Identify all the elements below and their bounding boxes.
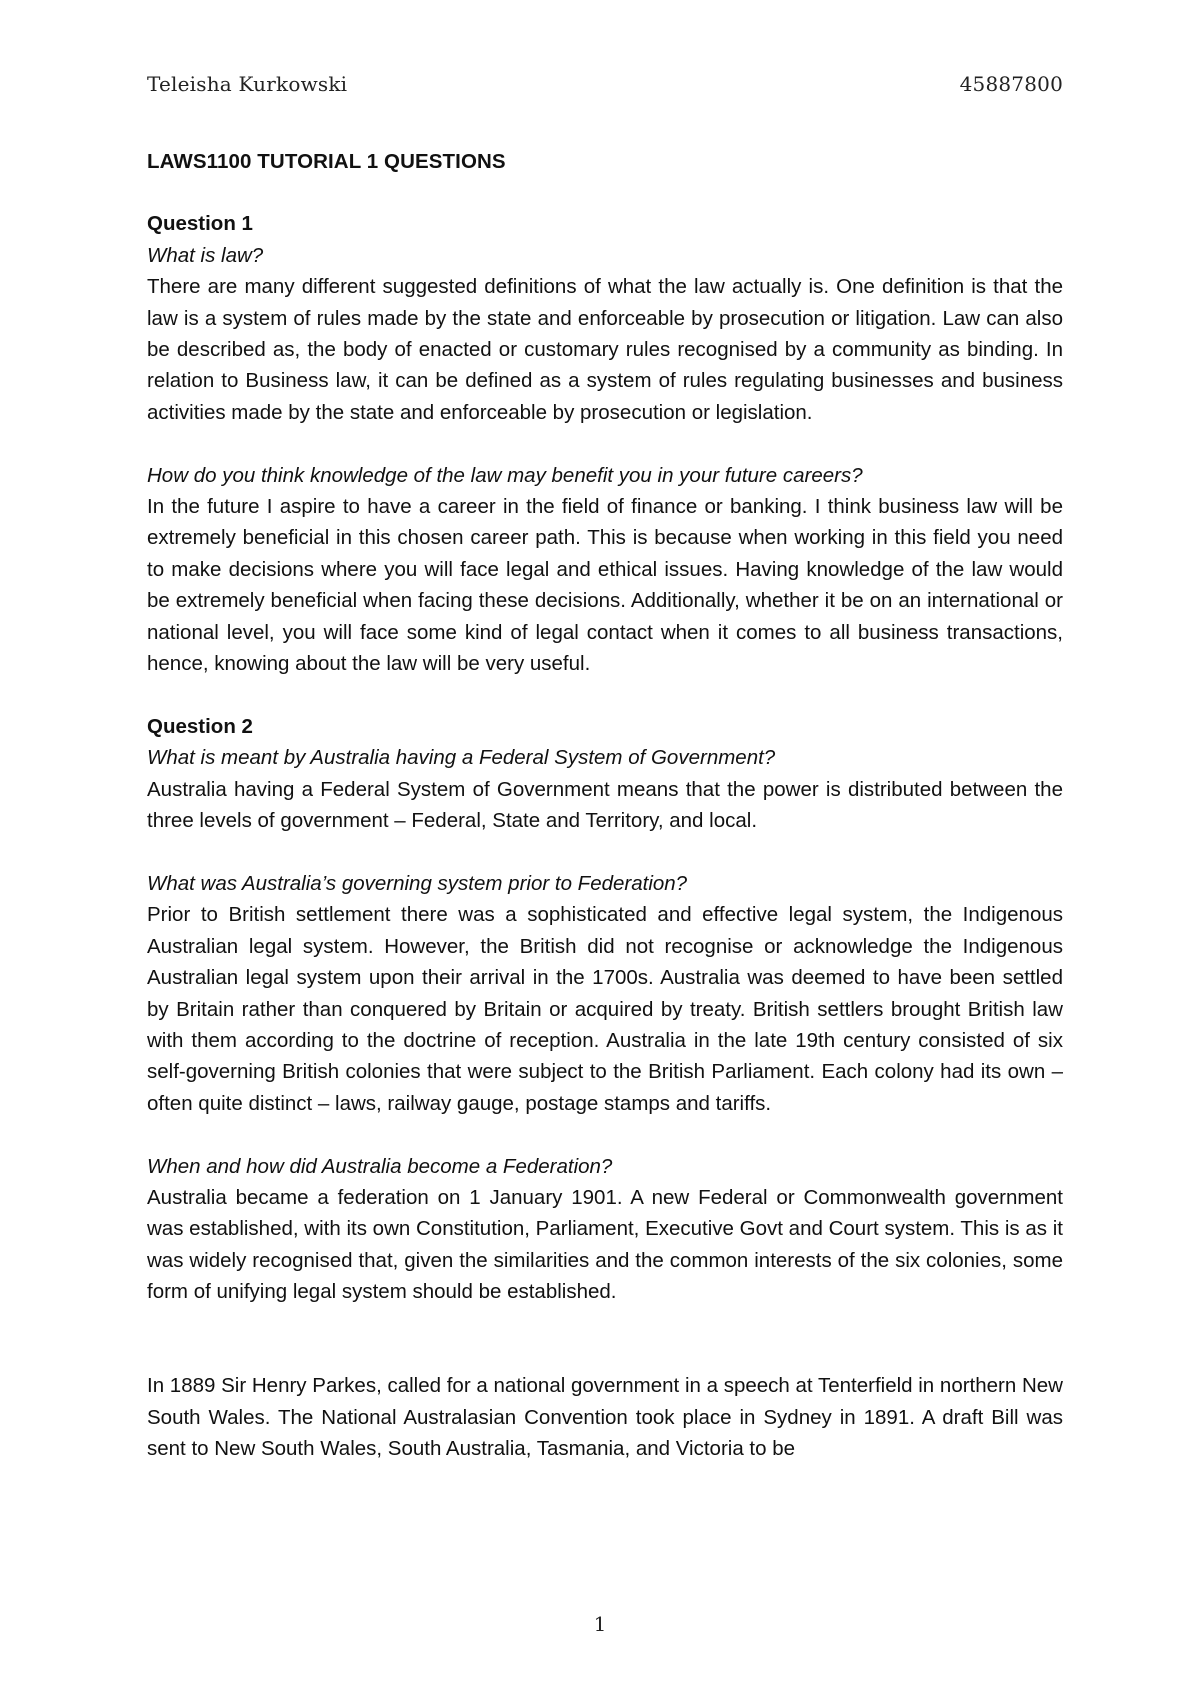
- paragraph-spacer: [147, 837, 1063, 868]
- question-1-answer-2: In the future I aspire to have a career in the field of finance or banking. I think business law will be extremely beneficial in this chosen career path. This is because when working in this field you need to make decisions where you will face legal and ethical issues. Having knowledge of the law would be extremely beneficial when facing these decisions. Additionally, whether it be on an international or national level, you will face some kind of legal contact when it comes to all business transactions, hence, knowing about the law will be very useful.: [147, 495, 1063, 676]
- question-1-sub-2: How do you think knowledge of the law may benefit you in your future careers?: [147, 463, 863, 487]
- question-2-heading: Question 2: [147, 714, 253, 738]
- question-2-sub-1: What is meant by Australia having a Federal System of Government?: [147, 746, 776, 770]
- document-body: [147, 146, 1063, 1465]
- question-1-heading: Question 1: [147, 212, 253, 236]
- question-2-answer-1: Australia having a Federal System of Government means that the power is distributed between the three levels of government – Federal, State and Territory, and local.: [147, 777, 1063, 833]
- question-2-answer-4: In 1889 Sir Henry Parkes, called for a national government in a speech at Tenterfield in northern New South Wales. The National Australasian Convention took place in Sydney in 1891. A draft Bill was sent to New South Wales, South Australia, Tasmania, and Victoria to be: [147, 1374, 1063, 1461]
- question-1-answer-1: There are many different suggested definitions of what the law actually is. One definition is that the law is a system of rules made by the state and enforceable by prosecution or litigation. Law can also be described as, the body of enacted or customary rules recognised by a community as binding. In relation to Business law, it can be defined as a system of rules regulating businesses and business activities made by the state and enforceable by prosecution or legislation.: [147, 275, 1063, 424]
- page-header: [147, 72, 1063, 102]
- question-1-section: [147, 208, 1063, 679]
- question-2-answer-2: Prior to British settlement there was a sophisticated and effective legal system, the Indigenous Australian legal system. However, the British did not recognise or acknowledge the Indigenous Australian legal system upon their arrival in the 1700s. Australia was deemed to have been settled by Britain rather than conquered by Britain or acquired by treaty. British settlers brought British law with them according to the doctrine of reception. Australia in the late 19th century consisted of six self-governing British colonies that were subject to the British Parliament. Each colony had its own – often quite distinct – laws, railway gauge, postage stamps and tariffs.: [147, 903, 1063, 1115]
- question-2-answer-3: Australia became a federation on 1 January 1901. A new Federal or Commonwealth government was established, with its own Constitution, Parliament, Executive Govt and Court system. This is as it was widely recognised that, given the similarities and the common interests of the six colonies, some form of unifying legal system should be established.: [147, 1185, 1063, 1304]
- paragraph-spacer: [147, 1119, 1063, 1150]
- question-2-sub-2: What was Australia’s governing system prior to Federation?: [147, 871, 688, 895]
- document-title: LAWS1100 TUTORIAL 1 QUESTIONS: [147, 150, 506, 173]
- author-name: Teleisha Kurkowski: [147, 72, 348, 96]
- question-1-sub-1: What is law?: [147, 243, 264, 267]
- page-number: 1: [593, 1612, 607, 1636]
- paragraph-spacer: [147, 428, 1063, 459]
- question-2-section: [147, 711, 1063, 1465]
- paragraph-spacer: [147, 1308, 1063, 1371]
- student-id: 45887800: [959, 72, 1063, 96]
- section-spacer: [147, 679, 1063, 710]
- question-2-sub-3: When and how did Australia become a Federation?: [147, 1154, 613, 1178]
